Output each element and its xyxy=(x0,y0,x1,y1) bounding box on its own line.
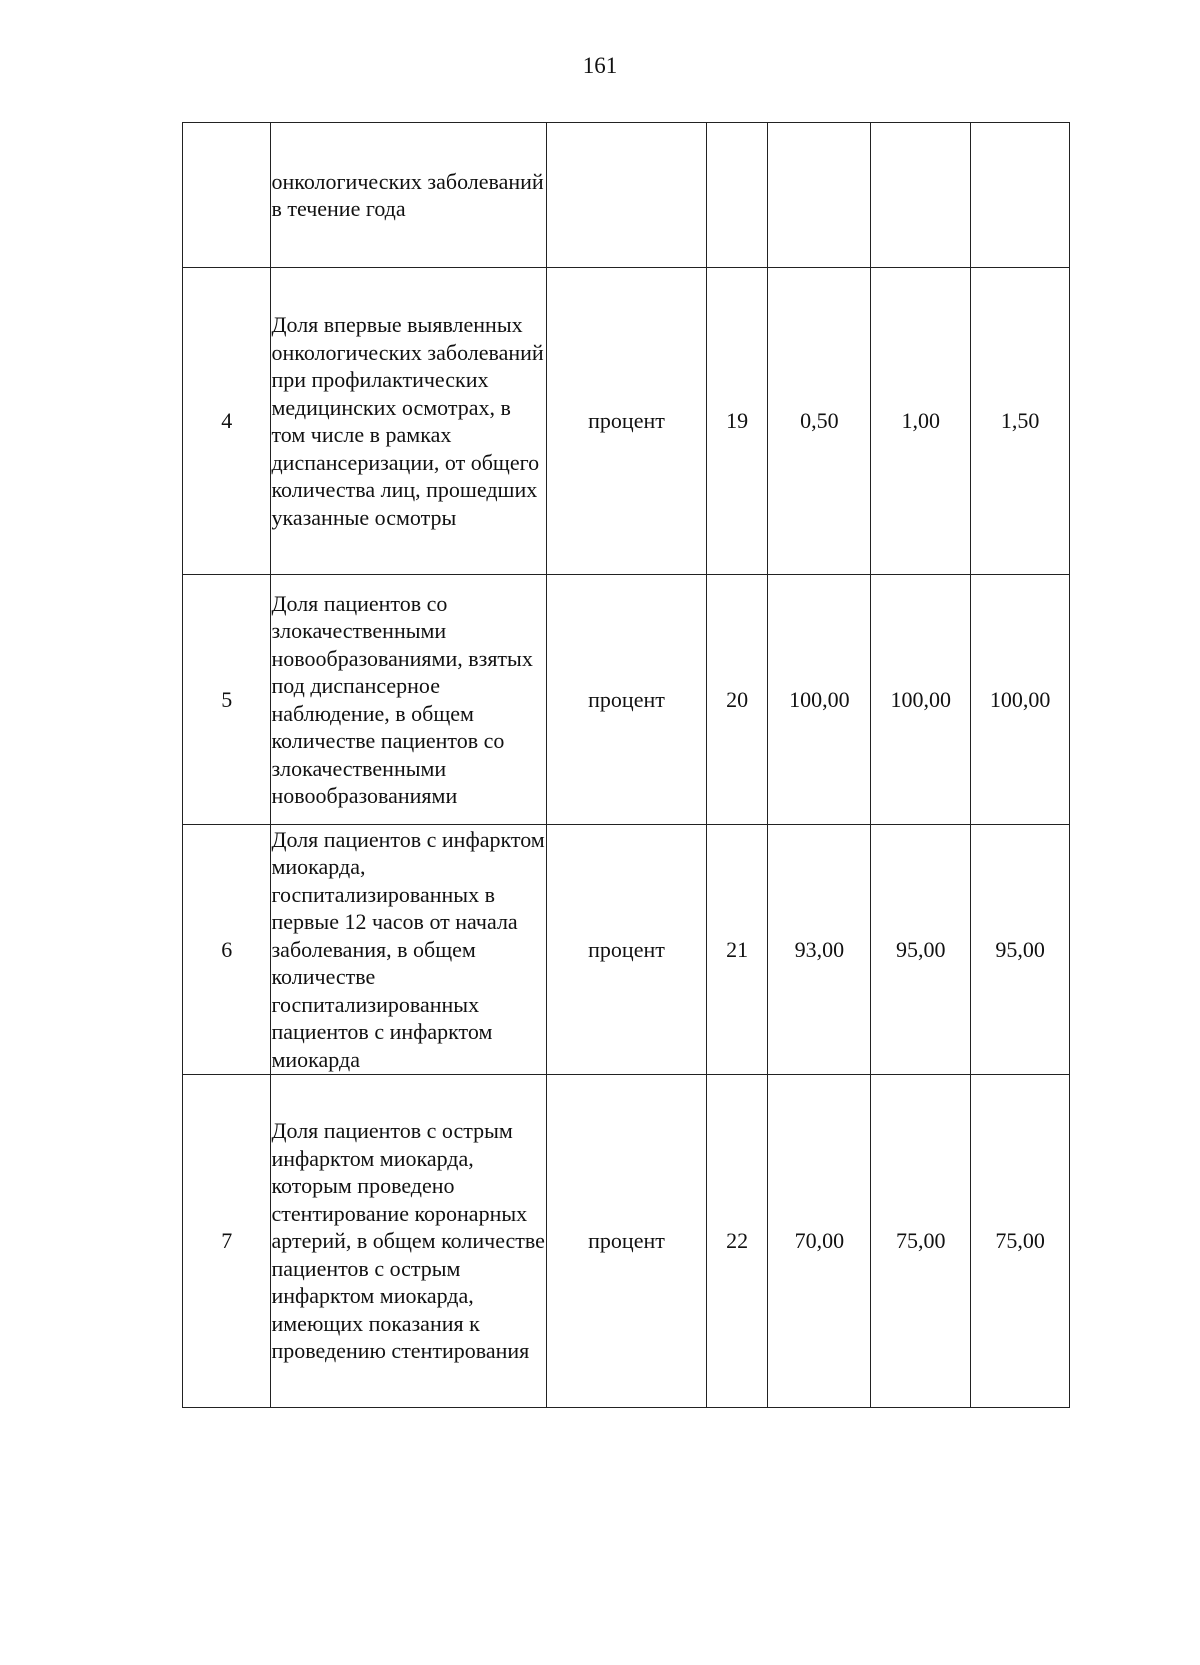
indicator-description: онкологических заболеваний в течение года xyxy=(271,123,547,268)
indicator-description: Доля пациентов со злокачественными новообразованиями, взятых под диспансерное наблюдение, в общем количестве пациентов со злокачественными новообразованиями xyxy=(271,575,547,825)
row-number: 7 xyxy=(183,1075,271,1408)
table-row xyxy=(183,268,1070,575)
code-cell: 21 xyxy=(706,825,768,1075)
indicator-description: Доля пациентов с инфарктом миокарда, госпитализированных в первые 12 часов от начала заболевания, в общем количестве госпитализированных пациентов с инфарктом миокарда xyxy=(271,825,547,1075)
value-year-2: 1,00 xyxy=(871,268,971,575)
value-year-1: 0,50 xyxy=(768,268,871,575)
unit-cell: процент xyxy=(547,1075,706,1408)
value-year-3: 1,50 xyxy=(971,268,1070,575)
value-year-1: 93,00 xyxy=(768,825,871,1075)
table-row xyxy=(183,825,1070,1075)
table-row xyxy=(183,575,1070,825)
value-year-2: 75,00 xyxy=(871,1075,971,1408)
unit-cell: процент xyxy=(547,825,706,1075)
unit-cell: процент xyxy=(547,268,706,575)
page-number: 161 xyxy=(582,53,618,78)
indicators-table xyxy=(182,122,1070,1408)
indicator-description: Доля пациентов с острым инфарктом миокарда, которым проведено стентирование коронарных артерий, в общем количестве пациентов с острым инфарктом миокарда, имеющих показания к проведению стентирования xyxy=(271,1075,547,1408)
value-year-3: 75,00 xyxy=(971,1075,1070,1408)
code-cell xyxy=(706,123,768,268)
row-number xyxy=(183,123,271,268)
value-year-1 xyxy=(768,123,871,268)
code-cell: 19 xyxy=(706,268,768,575)
row-number: 4 xyxy=(183,268,271,575)
value-year-2: 100,00 xyxy=(871,575,971,825)
value-year-2: 95,00 xyxy=(871,825,971,1075)
row-number: 6 xyxy=(183,825,271,1075)
unit-cell: процент xyxy=(547,575,706,825)
value-year-3: 100,00 xyxy=(971,575,1070,825)
value-year-1: 70,00 xyxy=(768,1075,871,1408)
unit-cell xyxy=(547,123,706,268)
table-row xyxy=(183,123,1070,268)
code-cell: 22 xyxy=(706,1075,768,1408)
value-year-3: 95,00 xyxy=(971,825,1070,1075)
value-year-1: 100,00 xyxy=(768,575,871,825)
indicator-description: Доля впервые выявленных онкологических заболеваний при профилактических медицинских осмотрах, в том числе в рамках диспансеризации, от общего количества лиц, прошедших указанные осмотры xyxy=(271,268,547,575)
row-number: 5 xyxy=(183,575,271,825)
table-row xyxy=(183,1075,1070,1408)
value-year-3 xyxy=(971,123,1070,268)
value-year-2 xyxy=(871,123,971,268)
code-cell: 20 xyxy=(706,575,768,825)
